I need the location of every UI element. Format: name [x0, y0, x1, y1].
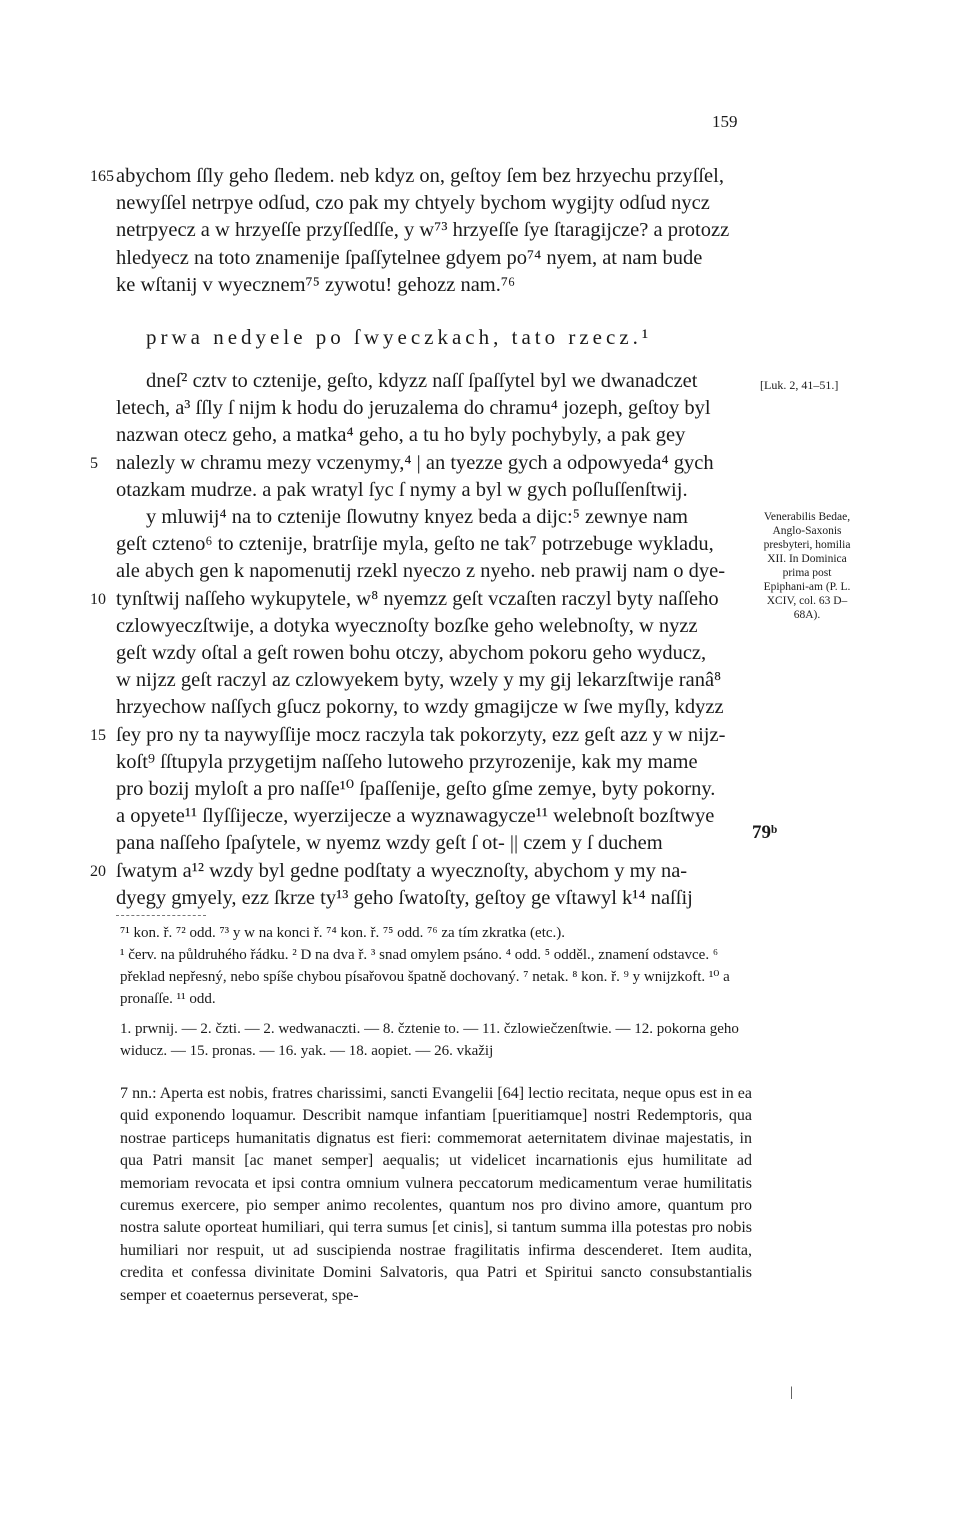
text-line — [116, 190, 752, 217]
line-text: ſey pro ny ta naywyſſije mocz raczyla tak pokorzyty, ezz geſt azz y w nijz- — [116, 723, 726, 746]
latin-label: 7 nn.: — [120, 1085, 157, 1102]
text-line — [116, 803, 752, 830]
line-text: ale abych gen k napomenutij rzekl nyeczo z nyeho. neb prawij nam o dye- — [116, 560, 726, 583]
footnote-line: ¹ červ. na půldruhého řádku. ² D na dva ř. ³ snad omylem psáno. ⁴ odd. ⁵ odděl., znamení odstavce. ⁶ překlad nepřesný, nebo spíše chybou písařovou špatně dochovaný. ⁷ netak. ⁸ kon. ř. ⁹ y wnijzkoft. ¹⁰ a pronaſſe. ¹¹ odd. — [120, 947, 730, 1007]
line-text: a opyete¹¹ ſlyſſijecze, wyerzijecze a wyznawagycze¹¹ welebnoſt bozſtwye — [116, 805, 715, 828]
line-text: pana naſſeho ſpaſytele, w nyemz wzdy geſt ſ ot- || czem y ſ duchem — [116, 832, 663, 855]
line-text: nazwan otecz geho, a matka⁴ geho, a tu ho byly pochybyly, a pak gey — [116, 424, 686, 447]
line-text: koſt⁹ ſſtupyla przygetijm naſſeho lutoweho przyrozenije, kak my mame — [116, 750, 698, 773]
line-number: 10 — [90, 590, 106, 608]
text-line — [90, 722, 752, 749]
line-number: 20 — [90, 862, 106, 880]
line-text: w nijzz geſt raczyl az czlowyekem byty, wzely y my gij lekarzſtwije ranâ⁸ — [116, 669, 722, 692]
line-text: pro bozij myloſt a pro naſſe¹⁰ ſpaſſenije, geſto gſme zemye, byty pokorny. — [116, 778, 716, 801]
line-number: 5 — [90, 454, 98, 472]
page-number: 159 — [712, 112, 738, 131]
text-line — [116, 694, 752, 721]
text-line — [116, 830, 752, 857]
line-text: nalezly w chramu mezy vczenymy,⁴ | an tyezze gych a odpowyeda⁴ gych — [116, 451, 714, 474]
latin-text: Aperta est nobis, fratres charissimi, sancti Evangelii [64] lectio recitata, neque opus est in ea quid exponendo loquamur. Describit namque infantiam [pueritiamque] nostri Redemptoris, qua nostrae particeps humanitatis dignatus est fieri: commemorat aeternitatem divinae majestatis, in qua Patri mansit [ac manet semper] aequalis; ut videlicet incarnationis ejus humilitate ad memoriam revocata et ipsi contra omnium vulnera peccatorum medicamentum verae humilitatis curemus exercere, pio semper animo recolentes, quantum nos pro divino amore, quantum pro nostra salute oporteat humiliari, qui terra sumus [et cinis], si tantum summa illa potestas pro nobis humiliari nor respuit, ut ad suscipienda nostrae fragilitatis infirma descenderet. Item audita, credita et confessa divinitate Domini Salvatoris, qua Patri et Spiritui sancto consubstantialis semper et coaeternus perseverat, spe- — [120, 1085, 752, 1304]
line-text: letech, a³ ſſly ſ nijm k hodu do jeruzalema do chramu⁴ jozeph, geſtoy byl — [116, 397, 711, 420]
line-text: abychom ſſly geho ſledem. neb kdyz on, geſtoy ſem bez hrzyechu przyſſel, — [116, 165, 724, 187]
text-line — [90, 163, 752, 190]
line-text: otazkam mudrze. a pak wratyl ſyc ſ nymy a byl w gych poſluſſenſtwij. — [116, 478, 688, 501]
line-text: hrzyechow naſſych gſucz pokorny, to wzdy gmagijcze w ſwe myſly, kdyzz — [116, 696, 724, 719]
latin-source-note — [120, 1083, 752, 1307]
line-number: 165 — [90, 168, 114, 185]
text-line — [116, 749, 752, 776]
line-text: ſwatym a¹² wzdy byl gedne podſtaty a wyecznoſty, abychom y my na- — [116, 859, 688, 882]
paragraph-block-2 — [90, 368, 752, 912]
text-line — [116, 531, 752, 558]
main-text — [90, 163, 752, 912]
paragraph-block-1 — [90, 163, 752, 299]
text-line — [116, 217, 752, 244]
text-line — [116, 422, 752, 449]
line-text: dyegy gmyely, ezz ſkrze ty¹³ geho ſwatoſty, geſtoy ge vſtawyl k¹⁴ naſſij — [116, 886, 693, 909]
text-line — [116, 776, 752, 803]
text-line — [116, 885, 752, 912]
line-text: ke wſtanij v wyecznem⁷⁵ zywotu! gehozz nam.⁷⁶ — [116, 273, 516, 296]
section-heading: prwa nedyele po ſwyeczkach, tato rzecz.¹ — [146, 325, 653, 350]
text-line — [116, 272, 752, 299]
text-line — [116, 667, 752, 694]
line-number: 15 — [90, 726, 106, 744]
text-line — [90, 858, 752, 885]
text-line — [90, 586, 752, 613]
line-text: y mluwij⁴ na to cztenije ſlowutny knyez beda a dijc:⁵ zewnye nam — [146, 506, 688, 529]
margin-reference: [Luk. 2, 41–51.] — [760, 378, 839, 392]
line-text: czlowyeczſtwije, a dotyka wyecznoſty bozſke geho welebnoſty, w nyzz — [116, 614, 698, 637]
text-line — [116, 477, 752, 504]
line-text: tynſtwij naſſeho wykupytele, w⁸ nyemzz geſt vczaſten raczyl byty naſſeho — [116, 587, 719, 610]
margin-sidenote: Venerabilis Bedae, Anglo-Saxonis presbyteri, homilia XII. In Dominica prima post Epiphani-am (P. L. XCIV, col. 63 D–68A). — [763, 511, 851, 621]
text-line — [116, 395, 752, 422]
footnote-rule — [116, 915, 206, 916]
stray-mark: | — [790, 1385, 793, 1400]
text-line — [116, 558, 752, 585]
line-text: geſt wzdy oſtal a geſt rowen bohu otczy, abychom pokoru geho wyducz, — [116, 642, 707, 665]
text-line — [116, 504, 752, 531]
footnote-line: ⁷¹ kon. ř. ⁷² odd. ⁷³ y w na konci ř. ⁷⁴ kon. ř. ⁷⁵ odd. ⁷⁶ za tím zkratka (etc.). — [120, 925, 566, 941]
text-line — [116, 245, 752, 272]
text-line — [116, 368, 752, 395]
folio-mark: 79ᵇ — [752, 822, 778, 843]
line-text: netrpyecz a w hrzyeſſe przyſſedſſe, y w⁷³ hrzyeſſe ſye ſtaragijcze? a protozz — [116, 219, 730, 242]
text-line — [116, 640, 752, 667]
line-text: newyſſel netrpye odſud, czo pak my chtyely bychom wygijty odſud nycz — [116, 192, 710, 215]
text-line — [116, 613, 752, 640]
line-text: hledyecz na toto znamenije ſpaſſytelnee gdyem po⁷⁴ nyem, at nam bude — [116, 246, 703, 269]
footnote-line: 1. prwnij. — 2. čzti. — 2. wedwanaczti. — 8. čztenie to. — 11. čzlowiečzenſtwie. — 12. pokorna geho widucz. — 15. pronas. — 16. yak. — 18. aopiet. — 26. vkažij — [120, 1021, 739, 1059]
text-line — [90, 450, 752, 477]
line-text: dneſ² cztv to cztenije, geſto, kdyzz naſſ ſpaſſytel byl we dwanadczet — [146, 370, 698, 393]
line-text: geſt czteno⁶ to cztenije, bratrſije myla, geſto ne tak⁷ potrzebuge wykladu, — [116, 533, 714, 556]
footnotes — [120, 922, 754, 1062]
